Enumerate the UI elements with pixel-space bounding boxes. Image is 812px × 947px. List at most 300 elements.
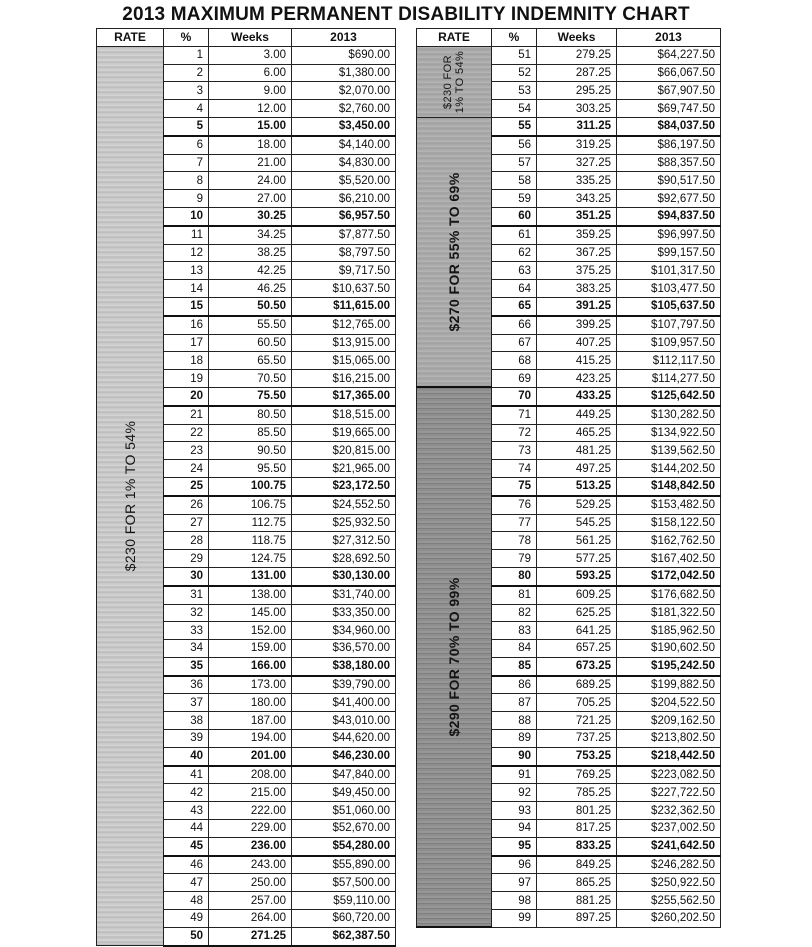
amount-cell: $27,312.50 xyxy=(292,532,396,550)
amount-cell: $218,442.50 xyxy=(617,747,721,765)
amount-cell: $60,720.00 xyxy=(292,910,396,928)
weeks-cell: 327.25 xyxy=(537,154,617,172)
amount-cell: $25,932.50 xyxy=(292,514,396,532)
weeks-cell: 335.25 xyxy=(537,172,617,190)
amount-cell: $59,110.00 xyxy=(292,892,396,910)
weeks-cell: 481.25 xyxy=(537,442,617,460)
amount-cell: $101,317.50 xyxy=(617,262,721,280)
weeks-cell: 60.50 xyxy=(209,334,292,352)
percent-cell: 23 xyxy=(164,442,209,460)
percent-cell: 44 xyxy=(164,820,209,838)
percent-cell: 61 xyxy=(492,226,537,244)
weeks-cell: 391.25 xyxy=(537,297,617,315)
weeks-cell: 657.25 xyxy=(537,640,617,658)
percent-cell: 13 xyxy=(164,262,209,280)
weeks-cell: 625.25 xyxy=(537,604,617,622)
table-row xyxy=(417,117,721,135)
amount-cell: $66,067.50 xyxy=(617,64,721,82)
percent-cell: 83 xyxy=(492,622,537,640)
weeks-cell: 311.25 xyxy=(537,117,617,135)
amount-cell: $15,065.00 xyxy=(292,352,396,370)
percent-cell: 55 xyxy=(492,117,537,135)
weeks-cell: 257.00 xyxy=(209,892,292,910)
weeks-cell: 375.25 xyxy=(537,262,617,280)
percent-cell: 36 xyxy=(164,676,209,694)
percent-cell: 85 xyxy=(492,657,537,675)
weeks-cell: 222.00 xyxy=(209,802,292,820)
amount-cell: $144,202.50 xyxy=(617,460,721,478)
amount-cell: $55,890.00 xyxy=(292,856,396,874)
amount-cell: $4,830.00 xyxy=(292,154,396,172)
weeks-cell: 801.25 xyxy=(537,802,617,820)
weeks-cell: 145.00 xyxy=(209,604,292,622)
amount-cell: $49,450.00 xyxy=(292,784,396,802)
weeks-cell: 609.25 xyxy=(537,586,617,604)
percent-cell: 1 xyxy=(164,46,209,64)
amount-cell: $158,122.50 xyxy=(617,514,721,532)
percent-cell: 87 xyxy=(492,694,537,712)
weeks-cell: 897.25 xyxy=(537,910,617,928)
percent-cell: 74 xyxy=(492,460,537,478)
percent-cell: 20 xyxy=(164,387,209,405)
weeks-cell: 577.25 xyxy=(537,550,617,568)
weeks-cell: 12.00 xyxy=(209,100,292,118)
percent-cell: 5 xyxy=(164,117,209,135)
amount-cell: $237,002.50 xyxy=(617,820,721,838)
right-indemnity-table xyxy=(416,28,721,928)
table-header-row xyxy=(97,29,396,47)
weeks-cell: 138.00 xyxy=(209,586,292,604)
weeks-cell: 449.25 xyxy=(537,406,617,424)
percent-cell: 97 xyxy=(492,874,537,892)
amount-cell: $41,400.00 xyxy=(292,694,396,712)
weeks-cell: 30.25 xyxy=(209,207,292,225)
percent-cell: 14 xyxy=(164,280,209,298)
header-percent: % xyxy=(492,29,537,47)
amount-cell: $6,210.00 xyxy=(292,190,396,208)
percent-cell: 16 xyxy=(164,316,209,334)
amount-cell: $16,215.00 xyxy=(292,370,396,388)
amount-cell: $223,082.50 xyxy=(617,766,721,784)
amount-cell: $43,010.00 xyxy=(292,712,396,730)
percent-cell: 40 xyxy=(164,747,209,765)
percent-cell: 77 xyxy=(492,514,537,532)
percent-cell: 46 xyxy=(164,856,209,874)
weeks-cell: 80.50 xyxy=(209,406,292,424)
weeks-cell: 545.25 xyxy=(537,514,617,532)
amount-cell: $195,242.50 xyxy=(617,657,721,675)
left-indemnity-table xyxy=(96,28,396,947)
amount-cell: $17,365.00 xyxy=(292,387,396,405)
amount-cell: $176,682.50 xyxy=(617,586,721,604)
percent-cell: 26 xyxy=(164,496,209,514)
amount-cell: $23,172.50 xyxy=(292,477,396,495)
weeks-cell: 705.25 xyxy=(537,694,617,712)
amount-cell: $11,615.00 xyxy=(292,297,396,315)
amount-cell: $88,357.50 xyxy=(617,154,721,172)
percent-cell: 62 xyxy=(492,244,537,262)
amount-cell: $52,670.00 xyxy=(292,820,396,838)
percent-cell: 49 xyxy=(164,910,209,928)
amount-cell: $167,402.50 xyxy=(617,550,721,568)
weeks-cell: 250.00 xyxy=(209,874,292,892)
percent-cell: 17 xyxy=(164,334,209,352)
percent-cell: 24 xyxy=(164,460,209,478)
amount-cell: $107,797.50 xyxy=(617,316,721,334)
amount-cell: $10,637.50 xyxy=(292,280,396,298)
weeks-cell: 785.25 xyxy=(537,784,617,802)
amount-cell: $19,665.00 xyxy=(292,424,396,442)
percent-cell: 96 xyxy=(492,856,537,874)
weeks-cell: 513.25 xyxy=(537,477,617,495)
percent-cell: 30 xyxy=(164,567,209,585)
rate-label: $290 FOR 70% TO 99% xyxy=(446,577,462,737)
amount-cell: $209,162.50 xyxy=(617,712,721,730)
percent-cell: 75 xyxy=(492,477,537,495)
amount-cell: $13,915.00 xyxy=(292,334,396,352)
percent-cell: 11 xyxy=(164,226,209,244)
amount-cell: $199,882.50 xyxy=(617,676,721,694)
percent-cell: 78 xyxy=(492,532,537,550)
amount-cell: $51,060.00 xyxy=(292,802,396,820)
amount-cell: $1,380.00 xyxy=(292,64,396,82)
weeks-cell: 159.00 xyxy=(209,640,292,658)
weeks-cell: 173.00 xyxy=(209,676,292,694)
percent-cell: 57 xyxy=(492,154,537,172)
percent-cell: 28 xyxy=(164,532,209,550)
amount-cell: $33,350.00 xyxy=(292,604,396,622)
weeks-cell: 561.25 xyxy=(537,532,617,550)
amount-cell: $20,815.00 xyxy=(292,442,396,460)
percent-cell: 10 xyxy=(164,207,209,225)
rate-label: $270 FOR 55% TO 69% xyxy=(446,172,462,332)
percent-cell: 2 xyxy=(164,64,209,82)
percent-cell: 82 xyxy=(492,604,537,622)
rate-cell xyxy=(417,117,492,387)
weeks-cell: 100.75 xyxy=(209,477,292,495)
amount-cell: $8,797.50 xyxy=(292,244,396,262)
amount-cell: $181,322.50 xyxy=(617,604,721,622)
percent-cell: 41 xyxy=(164,766,209,784)
amount-cell: $90,517.50 xyxy=(617,172,721,190)
amount-cell: $67,907.50 xyxy=(617,82,721,100)
percent-cell: 99 xyxy=(492,910,537,928)
header-2013: 2013 xyxy=(617,29,721,47)
percent-cell: 86 xyxy=(492,676,537,694)
weeks-cell: 465.25 xyxy=(537,424,617,442)
weeks-cell: 65.50 xyxy=(209,352,292,370)
weeks-cell: 90.50 xyxy=(209,442,292,460)
rate-cell xyxy=(97,46,164,945)
weeks-cell: 18.00 xyxy=(209,136,292,154)
amount-cell: $227,722.50 xyxy=(617,784,721,802)
amount-cell: $30,130.00 xyxy=(292,567,396,585)
percent-cell: 64 xyxy=(492,280,537,298)
amount-cell: $64,227.50 xyxy=(617,46,721,64)
weeks-cell: 295.25 xyxy=(537,82,617,100)
amount-cell: $213,802.50 xyxy=(617,730,721,748)
weeks-cell: 42.25 xyxy=(209,262,292,280)
weeks-cell: 50.50 xyxy=(209,297,292,315)
weeks-cell: 24.00 xyxy=(209,172,292,190)
amount-cell: $92,677.50 xyxy=(617,190,721,208)
table-row xyxy=(417,46,721,64)
percent-cell: 60 xyxy=(492,207,537,225)
percent-cell: 27 xyxy=(164,514,209,532)
weeks-cell: 152.00 xyxy=(209,622,292,640)
percent-cell: 51 xyxy=(492,46,537,64)
weeks-cell: 359.25 xyxy=(537,226,617,244)
percent-cell: 32 xyxy=(164,604,209,622)
weeks-cell: 75.50 xyxy=(209,387,292,405)
amount-cell: $255,562.50 xyxy=(617,892,721,910)
weeks-cell: 27.00 xyxy=(209,190,292,208)
amount-cell: $172,042.50 xyxy=(617,567,721,585)
weeks-cell: 243.00 xyxy=(209,856,292,874)
amount-cell: $94,837.50 xyxy=(617,207,721,225)
weeks-cell: 236.00 xyxy=(209,837,292,855)
percent-cell: 93 xyxy=(492,802,537,820)
percent-cell: 6 xyxy=(164,136,209,154)
rate-label: $230 FOR 1% TO 54% xyxy=(122,420,138,572)
amount-cell: $54,280.00 xyxy=(292,837,396,855)
amount-cell: $139,562.50 xyxy=(617,442,721,460)
weeks-cell: 55.50 xyxy=(209,316,292,334)
percent-cell: 90 xyxy=(492,747,537,765)
header-2013: 2013 xyxy=(292,29,396,47)
percent-cell: 43 xyxy=(164,802,209,820)
weeks-cell: 303.25 xyxy=(537,100,617,118)
percent-cell: 69 xyxy=(492,370,537,388)
weeks-cell: 407.25 xyxy=(537,334,617,352)
amount-cell: $86,197.50 xyxy=(617,136,721,154)
percent-cell: 8 xyxy=(164,172,209,190)
amount-cell: $12,765.00 xyxy=(292,316,396,334)
percent-cell: 89 xyxy=(492,730,537,748)
weeks-cell: 21.00 xyxy=(209,154,292,172)
weeks-cell: 46.25 xyxy=(209,280,292,298)
amount-cell: $31,740.00 xyxy=(292,586,396,604)
percent-cell: 63 xyxy=(492,262,537,280)
percent-cell: 56 xyxy=(492,136,537,154)
amount-cell: $96,997.50 xyxy=(617,226,721,244)
percent-cell: 9 xyxy=(164,190,209,208)
percent-cell: 31 xyxy=(164,586,209,604)
amount-cell: $18,515.00 xyxy=(292,406,396,424)
weeks-cell: 95.50 xyxy=(209,460,292,478)
percent-cell: 33 xyxy=(164,622,209,640)
percent-cell: 42 xyxy=(164,784,209,802)
weeks-cell: 229.00 xyxy=(209,820,292,838)
weeks-cell: 264.00 xyxy=(209,910,292,928)
percent-cell: 53 xyxy=(492,82,537,100)
weeks-cell: 529.25 xyxy=(537,496,617,514)
weeks-cell: 319.25 xyxy=(537,136,617,154)
percent-cell: 52 xyxy=(492,64,537,82)
percent-cell: 95 xyxy=(492,837,537,855)
amount-cell: $125,642.50 xyxy=(617,387,721,405)
weeks-cell: 367.25 xyxy=(537,244,617,262)
amount-cell: $3,450.00 xyxy=(292,117,396,135)
percent-cell: 48 xyxy=(164,892,209,910)
percent-cell: 71 xyxy=(492,406,537,424)
amount-cell: $9,717.50 xyxy=(292,262,396,280)
percent-cell: 58 xyxy=(492,172,537,190)
weeks-cell: 737.25 xyxy=(537,730,617,748)
weeks-cell: 70.50 xyxy=(209,370,292,388)
weeks-cell: 673.25 xyxy=(537,657,617,675)
weeks-cell: 769.25 xyxy=(537,766,617,784)
weeks-cell: 187.00 xyxy=(209,712,292,730)
weeks-cell: 753.25 xyxy=(537,747,617,765)
weeks-cell: 166.00 xyxy=(209,657,292,675)
percent-cell: 34 xyxy=(164,640,209,658)
percent-cell: 45 xyxy=(164,837,209,855)
amount-cell: $69,747.50 xyxy=(617,100,721,118)
amount-cell: $250,922.50 xyxy=(617,874,721,892)
percent-cell: 68 xyxy=(492,352,537,370)
amount-cell: $34,960.00 xyxy=(292,622,396,640)
amount-cell: $241,642.50 xyxy=(617,837,721,855)
weeks-cell: 6.00 xyxy=(209,64,292,82)
weeks-cell: 689.25 xyxy=(537,676,617,694)
amount-cell: $28,692.50 xyxy=(292,550,396,568)
amount-cell: $103,477.50 xyxy=(617,280,721,298)
percent-cell: 59 xyxy=(492,190,537,208)
percent-cell: 91 xyxy=(492,766,537,784)
weeks-cell: 881.25 xyxy=(537,892,617,910)
amount-cell: $130,282.50 xyxy=(617,406,721,424)
weeks-cell: 383.25 xyxy=(537,280,617,298)
amount-cell: $134,922.50 xyxy=(617,424,721,442)
weeks-cell: 3.00 xyxy=(209,46,292,64)
amount-cell: $2,070.00 xyxy=(292,82,396,100)
amount-cell: $5,520.00 xyxy=(292,172,396,190)
amount-cell: $153,482.50 xyxy=(617,496,721,514)
weeks-cell: 817.25 xyxy=(537,820,617,838)
weeks-cell: 34.25 xyxy=(209,226,292,244)
header-rate: RATE xyxy=(417,29,492,47)
weeks-cell: 118.75 xyxy=(209,532,292,550)
percent-cell: 21 xyxy=(164,406,209,424)
weeks-cell: 131.00 xyxy=(209,567,292,585)
percent-cell: 50 xyxy=(164,927,209,945)
percent-cell: 7 xyxy=(164,154,209,172)
amount-cell: $39,790.00 xyxy=(292,676,396,694)
weeks-cell: 865.25 xyxy=(537,874,617,892)
percent-cell: 80 xyxy=(492,567,537,585)
amount-cell: $105,637.50 xyxy=(617,297,721,315)
percent-cell: 37 xyxy=(164,694,209,712)
amount-cell: $2,760.00 xyxy=(292,100,396,118)
percent-cell: 22 xyxy=(164,424,209,442)
percent-cell: 3 xyxy=(164,82,209,100)
amount-cell: $148,842.50 xyxy=(617,477,721,495)
percent-cell: 81 xyxy=(492,586,537,604)
weeks-cell: 343.25 xyxy=(537,190,617,208)
percent-cell: 39 xyxy=(164,730,209,748)
amount-cell: $112,117.50 xyxy=(617,352,721,370)
percent-cell: 72 xyxy=(492,424,537,442)
weeks-cell: 15.00 xyxy=(209,117,292,135)
percent-cell: 19 xyxy=(164,370,209,388)
percent-cell: 73 xyxy=(492,442,537,460)
weeks-cell: 112.75 xyxy=(209,514,292,532)
percent-cell: 94 xyxy=(492,820,537,838)
percent-cell: 70 xyxy=(492,387,537,405)
weeks-cell: 9.00 xyxy=(209,82,292,100)
weeks-cell: 287.25 xyxy=(537,64,617,82)
amount-cell: $204,522.50 xyxy=(617,694,721,712)
table-row xyxy=(97,46,396,64)
table-header-row xyxy=(417,29,721,47)
weeks-cell: 849.25 xyxy=(537,856,617,874)
page-title: 2013 MAXIMUM PERMANENT DISABILITY INDEMNITY CHART xyxy=(122,4,690,25)
percent-cell: 92 xyxy=(492,784,537,802)
weeks-cell: 833.25 xyxy=(537,837,617,855)
weeks-cell: 399.25 xyxy=(537,316,617,334)
amount-cell: $46,230.00 xyxy=(292,747,396,765)
amount-cell: $84,037.50 xyxy=(617,117,721,135)
header-weeks: Weeks xyxy=(537,29,617,47)
weeks-cell: 423.25 xyxy=(537,370,617,388)
amount-cell: $7,877.50 xyxy=(292,226,396,244)
amount-cell: $99,157.50 xyxy=(617,244,721,262)
percent-cell: 12 xyxy=(164,244,209,262)
amount-cell: $185,962.50 xyxy=(617,622,721,640)
weeks-cell: 415.25 xyxy=(537,352,617,370)
percent-cell: 54 xyxy=(492,100,537,118)
percent-cell: 67 xyxy=(492,334,537,352)
percent-cell: 35 xyxy=(164,657,209,675)
amount-cell: $36,570.00 xyxy=(292,640,396,658)
header-percent: % xyxy=(164,29,209,47)
percent-cell: 88 xyxy=(492,712,537,730)
weeks-cell: 106.75 xyxy=(209,496,292,514)
amount-cell: $162,762.50 xyxy=(617,532,721,550)
amount-cell: $57,500.00 xyxy=(292,874,396,892)
weeks-cell: 180.00 xyxy=(209,694,292,712)
amount-cell: $190,602.50 xyxy=(617,640,721,658)
percent-cell: 79 xyxy=(492,550,537,568)
amount-cell: $260,202.50 xyxy=(617,910,721,928)
amount-cell: $62,387.50 xyxy=(292,927,396,945)
percent-cell: 65 xyxy=(492,297,537,315)
amount-cell: $24,552.50 xyxy=(292,496,396,514)
weeks-cell: 593.25 xyxy=(537,567,617,585)
amount-cell: $44,620.00 xyxy=(292,730,396,748)
amount-cell: $690.00 xyxy=(292,46,396,64)
percent-cell: 25 xyxy=(164,477,209,495)
weeks-cell: 215.00 xyxy=(209,784,292,802)
weeks-cell: 194.00 xyxy=(209,730,292,748)
header-rate: RATE xyxy=(97,29,164,47)
weeks-cell: 38.25 xyxy=(209,244,292,262)
percent-cell: 18 xyxy=(164,352,209,370)
rate-cell xyxy=(417,46,492,117)
weeks-cell: 85.50 xyxy=(209,424,292,442)
weeks-cell: 208.00 xyxy=(209,766,292,784)
weeks-cell: 497.25 xyxy=(537,460,617,478)
amount-cell: $109,957.50 xyxy=(617,334,721,352)
percent-cell: 29 xyxy=(164,550,209,568)
weeks-cell: 433.25 xyxy=(537,387,617,405)
percent-cell: 76 xyxy=(492,496,537,514)
percent-cell: 98 xyxy=(492,892,537,910)
percent-cell: 47 xyxy=(164,874,209,892)
amount-cell: $47,840.00 xyxy=(292,766,396,784)
amount-cell: $21,965.00 xyxy=(292,460,396,478)
